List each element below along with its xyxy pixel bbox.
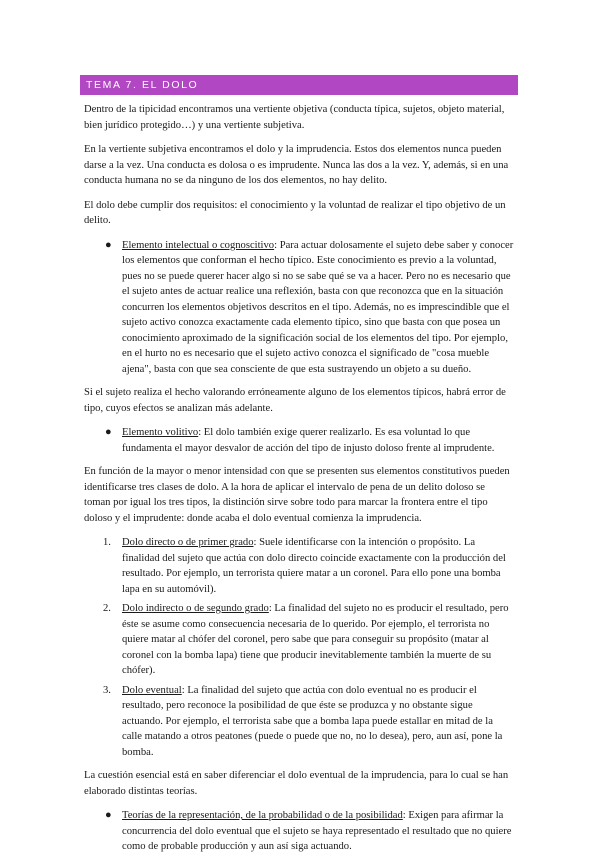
list-number: 1. bbox=[103, 537, 111, 548]
list-item-indirect-dolo bbox=[84, 601, 514, 679]
section-header-bar bbox=[80, 75, 518, 95]
term-volitional-element: Elemento volitivo bbox=[122, 427, 199, 438]
list-item-volitional-element bbox=[84, 425, 514, 456]
text-representation-theories: : Exigen para afirmar la concurrencia del dolo eventual que el sujeto se haya representado el resultado que no quiere como de probable producción y aun así siga actuando. bbox=[122, 810, 512, 852]
text-eventual-dolo: : La finalidad del sujeto que actúa con dolo eventual no es producir el resultado, pero reconoce la posibilidad de que éste se produzca y no obstante sigue actuando. Por ejemplo, el terrorista sabe que a bomba lapa puede estallar en mitad de la calle matando a otros peatones (puede o puede que no, no lo desea), pero, aun así, pone la bomba. bbox=[122, 684, 503, 758]
paragraph-error-of-type: Si el sujeto realiza el hecho valorando erróneamente alguno de los elementos típicos, habrá error de tipo, cuyos efectos se analizan más adelante. bbox=[84, 387, 506, 414]
list-number: 3. bbox=[103, 684, 111, 696]
section-title: TEMA 7. EL DOLO bbox=[86, 79, 199, 91]
term-direct-dolo: Dolo directo o de primer grado bbox=[122, 537, 254, 548]
paragraph-classes-of-dolo: En función de la mayor o menor intensidad con que se presenten sus elementos constitutivos pueden identificarse tres clases de dolo. A la hora de aplicar el intervalo de pena de un delito doloso se toman por igual los tres tipos, la distinción sirve sobre todo para marcar la frontera entre el tipo doloso y el imprudente: donde acaba el dolo eventual comienza la imprudencia. bbox=[84, 466, 510, 524]
bullet-icon: ● bbox=[105, 426, 112, 438]
paragraph-essential-question: La cuestión esencial está en saber diferenciar el dolo eventual de la imprudencia, para lo cual se han elaborado distintas teorías. bbox=[84, 770, 509, 797]
term-eventual-dolo: Dolo eventual bbox=[122, 684, 182, 696]
document-body bbox=[84, 102, 514, 863]
text-intellectual-element: : Para actuar dolosamente el sujeto debe saber y conocer los elementos que conforman el hecho típico. Este conocimiento es previo a la voluntad, pues no se puede querer hacer algo si no se sabe qué se va a hacer. Pero no es necesario que el sujeto antes de actuar realice una reflexión, basta con que reconozca que en la situación concurren los elementos objetivos descritos en el tipo. Además, no es imprescindible que el sujeto activo conozca exactamente cada elemento típico, sino que basta con que posea un conocimiento aproximado de la significación social de los elementos del tipo. Por ejemplo, en el hurto no es necesario que el sujeto activo conozca el significado de "cosa mueble ajena", basta con que sea consciente de que esta sustrayendo un objeto a su dueño. bbox=[122, 239, 514, 375]
paragraph-requirements: El dolo debe cumplir dos requisitos: el conocimiento y la voluntad de realizar el tipo objetivo de un delito. bbox=[84, 199, 506, 226]
text-indirect-dolo: : La finalidad del sujeto no es producir el resultado, pero éste se asume como consecuencia necesaria de lo querido. Por ejemplo, el terrorista no quiere matar al chófer del coronel, pero sabe que para conseguir su propósito (matar al coronel con la bomba lapa) tiene que producir inevitablemente también la muerte de su chófer). bbox=[122, 603, 509, 676]
term-intellectual-element: Elemento intelectual o cognoscitivo bbox=[122, 239, 275, 251]
text-direct-dolo: : Suele identificarse con la intención o propósito. La finalidad del sujeto que actúa con dolo directo coincide exactamente con la producción del resultado. Por ejemplo, un terrorista quiere matar a un coronel. Para ello pone una bomba lapa en su automóvil). bbox=[122, 537, 506, 595]
paragraph-subjective: En la vertiente subjetiva encontramos el dolo y la imprudencia. Estos dos elementos nunca pueden darse a la vez. Una conducta es dolosa o es imprudente. Nunca las dos a la vez. Y, además, si en una conducta humana no se da ninguno de los dos elementos, no hay delito. bbox=[84, 144, 509, 186]
paragraph-intro: Dentro de la tipicidad encontramos una vertiente objetiva (conducta típica, sujetos, objeto material, bien jurídico protegido…) y una vertiente subjetiva. bbox=[84, 104, 505, 131]
term-indirect-dolo: Dolo indirecto o de segundo grado bbox=[122, 603, 269, 614]
list-number: 2. bbox=[103, 603, 111, 614]
list-item-intellectual-element bbox=[84, 238, 514, 378]
term-representation-theories: Teorías de la representación, de la probabilidad o de la posibilidad bbox=[122, 810, 403, 821]
bullet-icon: ● bbox=[105, 809, 112, 821]
bullet-icon: ● bbox=[105, 238, 112, 251]
list-item-eventual-dolo bbox=[84, 683, 514, 761]
numbered-list bbox=[84, 535, 514, 760]
list-item-direct-dolo bbox=[84, 535, 514, 597]
text-volitional-element: : El dolo también exige querer realizarlo. Es esa voluntad lo que fundamenta el mayor desvalor de acción del tipo de injusto doloso frente al imprudente. bbox=[122, 427, 495, 454]
